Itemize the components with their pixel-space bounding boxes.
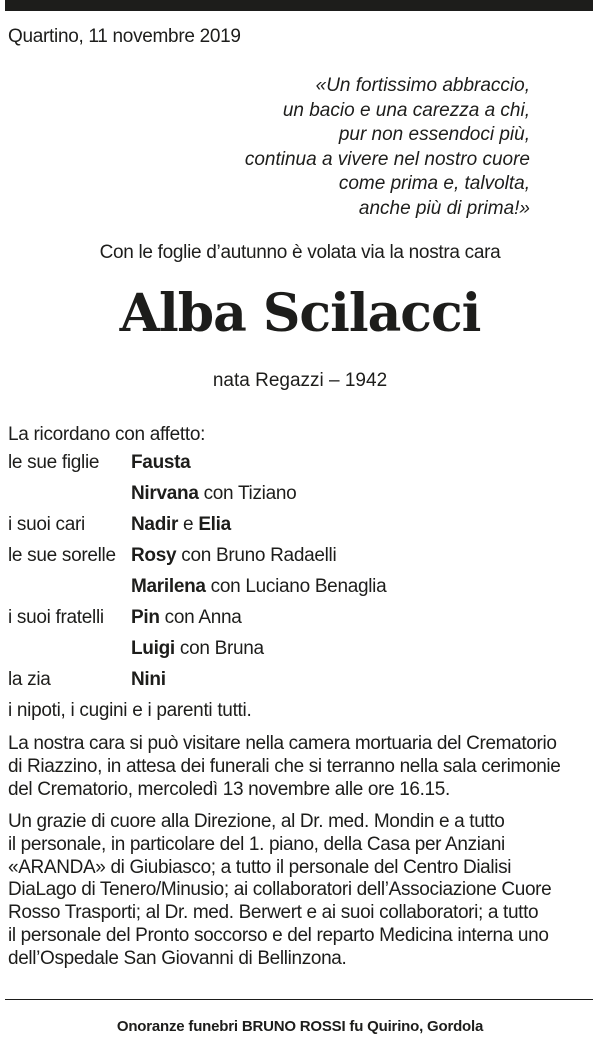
paragraph-line: del Crematorio, mercoledì 13 novembre alle ore 16.15. (8, 778, 450, 800)
intro-line: Con le foglie d’autunno è volata via la nostra cara (99, 242, 501, 263)
top-rule (5, 0, 593, 11)
paragraph-line: il personale del Pronto soccorso e del reparto Medicina interna uno (8, 924, 549, 946)
list-item (8, 669, 588, 700)
list-item (8, 483, 588, 514)
funeral-home-name: BRUNO ROSSI (241, 1018, 346, 1035)
relative-partner: con Anna (159, 607, 242, 628)
relative-partner: con Luciano Benaglia (205, 576, 387, 597)
relative-name: Nadir (131, 514, 179, 535)
list-item (8, 576, 588, 607)
quote (110, 74, 530, 221)
mourners-heading: La ricordano con affetto: (8, 424, 206, 445)
relative-name: Fausta (131, 452, 191, 473)
visitation-paragraph (8, 733, 598, 801)
relative-name: Luigi (131, 638, 175, 659)
date-line: Quartino, 11 novembre 2019 (8, 26, 241, 47)
bottom-rule (5, 999, 593, 1000)
paragraph-line: dell’Ospedale San Giovanni di Bellinzona. (8, 947, 347, 969)
list-item (8, 638, 588, 669)
paragraph-line: di Riazzino, in attesa dei funerali che si terranno nella sala cerimonie (8, 755, 561, 777)
paragraph-line: Rosso Trasporti; al Dr. med. Berwert e ai suoi collaboratori; a tutto (8, 902, 539, 924)
thanks-paragraph (8, 811, 598, 971)
relative-partner: con Bruno Radaelli (176, 545, 337, 566)
mourners-list (8, 452, 588, 700)
paragraph-line: DiaLago di Tenero/Minusio; ai collaboratori dell’Associazione Cuore (8, 879, 552, 901)
footer-prefix: Onoranze funebri (116, 1018, 242, 1035)
relative-name: Nini (131, 669, 166, 690)
relative-partner: con Tiziano (198, 483, 297, 504)
mourners-closing: i nipoti, i cugini e i parenti tutti. (8, 700, 252, 721)
footer-suffix: fu Quirino, Gordola (345, 1018, 484, 1035)
list-item (8, 514, 588, 545)
relation-label: i suoi cari (8, 514, 85, 535)
relation-label: i suoi fratelli (8, 607, 104, 628)
relation-label: la zia (8, 669, 51, 690)
relative-name: Pin (131, 607, 160, 628)
relative-name: Elia (198, 514, 231, 535)
relative-partner: con Bruna (174, 638, 264, 659)
quote-line: continua a vivere nel nostro cuore (244, 148, 530, 170)
quote-line: come prima e, talvolta, (338, 173, 530, 194)
list-item (8, 545, 588, 576)
relation-label: le sue figlie (8, 452, 100, 473)
paragraph-line: La nostra cara si può visitare nella camera mortuaria del Crematorio (8, 733, 557, 754)
quote-line: pur non essendoci più, (338, 124, 530, 145)
paragraph-line: «ARANDA» di Giubiasco; a tutto il personale del Centro Dialisi (8, 856, 512, 878)
quote-line: un bacio e una carezza a chi, (282, 99, 530, 121)
relative-name: Nirvana (131, 483, 199, 504)
paragraph-line: Un grazie di cuore alla Direzione, al Dr. med. Mondin e a tutto (8, 811, 505, 832)
paragraph-line: il personale, in particolare del 1. piano, della Casa per Anziani (8, 833, 505, 855)
birth-info: nata Regazzi – 1942 (212, 370, 388, 391)
relative-name: Marilena (131, 576, 206, 597)
relative-name: Rosy (131, 545, 177, 566)
name-joiner: e (178, 514, 199, 535)
funeral-home-credit (0, 1018, 600, 1035)
relation-label: le sue sorelle (8, 545, 116, 566)
quote-line: «Un fortissimo abbraccio, (315, 75, 530, 96)
list-item (8, 607, 588, 638)
quote-line: anche più di prima!» (358, 197, 530, 219)
list-item (8, 452, 588, 483)
deceased-name: Alba Scilacci (119, 283, 481, 344)
